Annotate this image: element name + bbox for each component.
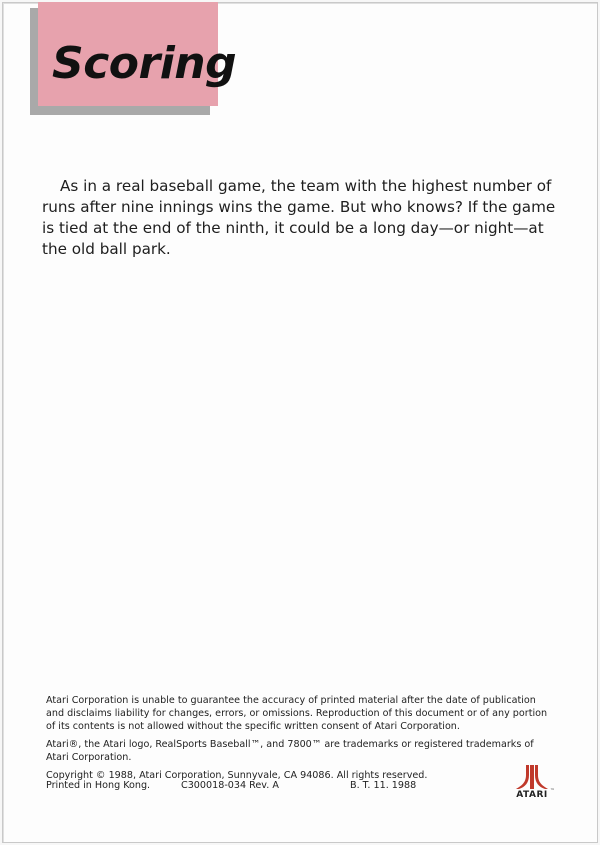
copyright-text: Copyright © 1988, Atari Corporation, Sunnyvale, CA 94086. All rights reserved. (46, 770, 428, 781)
print-info (46, 780, 446, 794)
disclaimer-text: Atari Corporation is unable to guarantee the accuracy of printed material after the date of publication and disclaims liability for changes, errors, or omissions. Reproduction of this document or of any portion of its contents is not allowed without the specific written consent of Atari Corporation. (46, 695, 548, 732)
footer-legal (46, 694, 556, 787)
printed-in-text: Printed in Hong Kong. (46, 780, 151, 791)
atari-logo-text: ATARI (516, 790, 548, 800)
date-code-text: B. T. 11. 1988 (350, 780, 417, 791)
page-title: Scoring (52, 38, 237, 89)
body-paragraph: As in a real baseball game, the team with the highest number of runs after nine innings wins the game. But who knows? If the game is tied at the end of the ninth, it could be a long day—or night—at the old ball park. (42, 177, 556, 258)
trademark-text: Atari®, the Atari logo, RealSports Baseball™, and 7800™ are trademarks or registered trademarks of Atari Corporation. (46, 739, 534, 763)
atari-logo (512, 764, 556, 802)
atari-fuji-icon (512, 764, 552, 790)
part-number-text: C300018-034 Rev. A (181, 780, 279, 791)
trademark-mark: ™ (550, 788, 555, 794)
